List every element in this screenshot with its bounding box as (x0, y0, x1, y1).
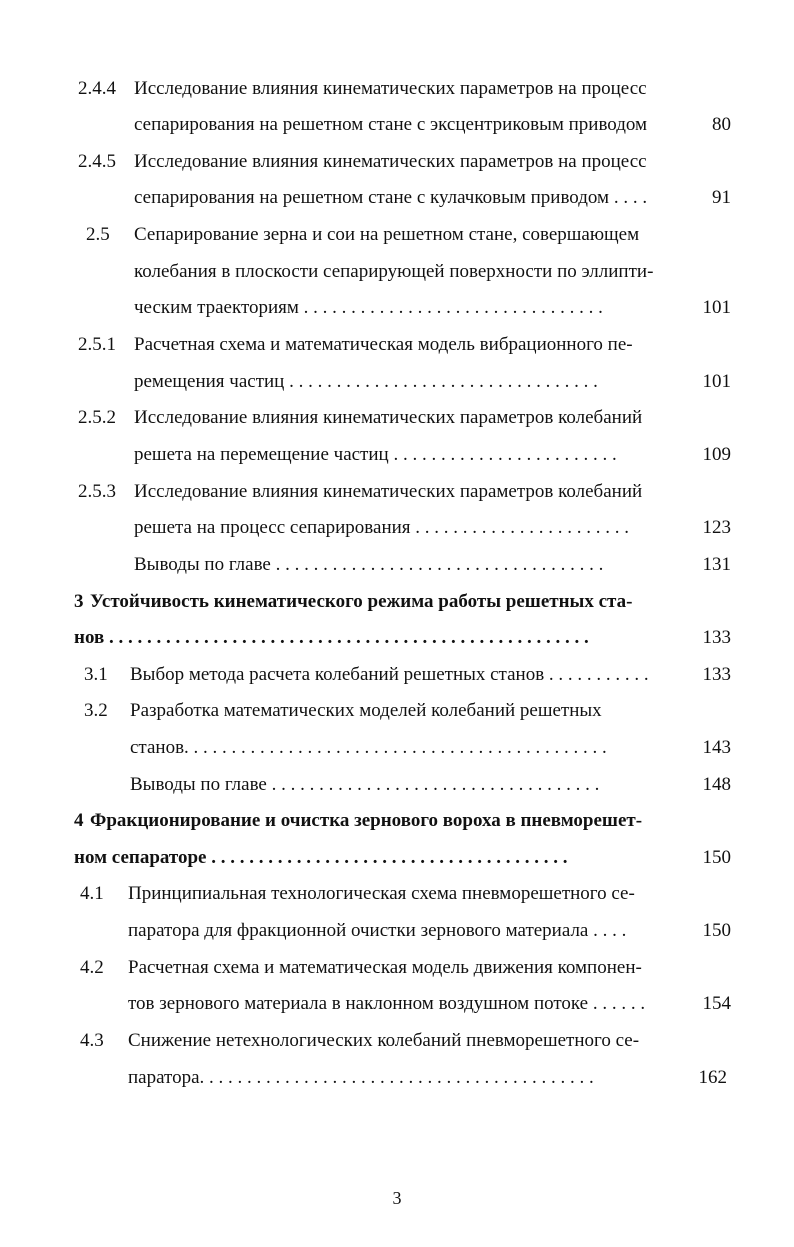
page-ref: 91 (712, 187, 731, 208)
toc-line (0, 257, 794, 287)
entry-text: решета на перемещение частиц . . . . . . . . . . . . . . . . . . . . . . . . (134, 444, 617, 465)
toc-line (0, 916, 794, 946)
page-ref: 123 (702, 517, 731, 538)
section-number: 3.1 (84, 664, 108, 685)
page-ref: 148 (702, 774, 731, 795)
section-number: 2.5.3 (78, 481, 116, 502)
toc-line (0, 367, 794, 397)
section-number: 2.4.5 (78, 151, 116, 172)
page-ref: 101 (702, 371, 731, 392)
entry-text: станов. . . . . . . . . . . . . . . . . . . . . . . . . . . . . . . . . . . . . . . . . . . . . (130, 737, 607, 758)
toc-line (0, 440, 794, 470)
section-number: 2.5.2 (78, 407, 116, 428)
toc-line (0, 74, 794, 104)
toc-line (0, 660, 794, 690)
page-ref: 133 (702, 664, 731, 685)
toc-line (0, 696, 794, 726)
section-number: 4.1 (80, 883, 104, 904)
toc-line (0, 183, 794, 213)
entry-text: Устойчивость кинематического режима работы решетных ста- (90, 591, 633, 612)
entry-text: Выводы по главе . . . . . . . . . . . . . . . . . . . . . . . . . . . . . . . . . . . (130, 774, 600, 795)
toc-line (0, 403, 794, 433)
entry-text: Разработка математических моделей колебаний решетных (130, 700, 602, 721)
toc-line (0, 1026, 794, 1056)
toc-line (0, 330, 794, 360)
chapter-number: 4 (74, 810, 84, 831)
page-ref: 131 (702, 554, 731, 575)
toc-line (0, 550, 794, 580)
entry-text: Исследование влияния кинематических параметров колебаний (134, 481, 643, 502)
entry-text: Выбор метода расчета колебаний решетных станов . . . . . . . . . . . (130, 664, 649, 685)
toc-line (0, 1063, 794, 1093)
page-ref: 150 (702, 847, 731, 868)
section-number: 2.5.1 (78, 334, 116, 355)
entry-text: ном сепараторе . . . . . . . . . . . . . . . . . . . . . . . . . . . . . . . . . . . . . . (74, 847, 568, 868)
entry-text: Исследование влияния кинематических параметров на процесс (134, 151, 647, 172)
entry-text: колебания в плоскости сепарирующей поверхности по эллипти- (134, 261, 654, 282)
toc-line (0, 293, 794, 323)
section-number: 4.3 (80, 1030, 104, 1051)
entry-text: Снижение нетехнологических колебаний пневморешетного се- (128, 1030, 640, 1051)
section-number: 4.2 (80, 957, 104, 978)
page-ref: 143 (702, 737, 731, 758)
entry-text: сепарирования на решетном стане с эксцентриковым приводом (134, 114, 648, 135)
entry-text: решета на процесс сепарирования . . . . . . . . . . . . . . . . . . . . . . . (134, 517, 630, 538)
page-ref: 150 (702, 920, 731, 941)
chapter-heading (0, 587, 794, 617)
entry-text: тов зернового материала в наклонном воздушном потоке . . . . . . (128, 993, 646, 1014)
chapter-heading (0, 806, 794, 836)
chapter-heading (0, 623, 794, 653)
entry-text: ческим траекториям . . . . . . . . . . . . . . . . . . . . . . . . . . . . . . . . (134, 297, 603, 318)
section-number: 2.5 (86, 224, 110, 245)
chapter-number: 3 (74, 591, 84, 612)
toc-line (0, 989, 794, 1019)
entry-text: паратора для фракционной очистки зернового материала . . . . (128, 920, 627, 941)
toc-line (0, 513, 794, 543)
entry-text: Расчетная схема и математическая модель вибрационного пе- (134, 334, 633, 355)
entry-text: Исследование влияния кинематических параметров на процесс (134, 78, 647, 99)
toc-line (0, 477, 794, 507)
entry-text: Расчетная схема и математическая модель движения компонен- (128, 957, 642, 978)
entry-text: сепарирования на решетном стане с кулачковым приводом . . . . (134, 187, 648, 208)
toc-line (0, 953, 794, 983)
entry-text: нов . . . . . . . . . . . . . . . . . . . . . . . . . . . . . . . . . . . . . . . . . . . . . . . . . . . (74, 627, 589, 648)
page-ref: 109 (702, 444, 731, 465)
entry-text: Фракционирование и очистка зернового вороха в пневморешет- (90, 810, 643, 831)
entry-text: ремещения частиц . . . . . . . . . . . . . . . . . . . . . . . . . . . . . . . . . (134, 371, 598, 392)
toc-line (0, 733, 794, 763)
page-ref: 101 (702, 297, 731, 318)
page-number: 3 (392, 1188, 402, 1208)
section-number: 3.2 (84, 700, 108, 721)
toc-line (0, 770, 794, 800)
toc-line (0, 110, 794, 140)
chapter-heading (0, 843, 794, 873)
section-number: 2.4.4 (78, 78, 116, 99)
entry-text: Принципиальная технологическая схема пневморешетного се- (128, 883, 635, 904)
entry-text: паратора. . . . . . . . . . . . . . . . . . . . . . . . . . . . . . . . . . . . . . . . . . (128, 1067, 594, 1088)
toc-line (0, 147, 794, 177)
entry-text: Выводы по главе . . . . . . . . . . . . . . . . . . . . . . . . . . . . . . . . . . . (134, 554, 604, 575)
toc-line (0, 220, 794, 250)
page-ref: 80 (712, 114, 731, 135)
page-ref: 162 (698, 1067, 727, 1088)
page-ref: 133 (702, 627, 731, 648)
entry-text: Сепарирование зерна и сои на решетном стане, совершающем (134, 224, 640, 245)
entry-text: Исследование влияния кинематических параметров колебаний (134, 407, 643, 428)
page-ref: 154 (702, 993, 731, 1014)
toc-line (0, 879, 794, 909)
